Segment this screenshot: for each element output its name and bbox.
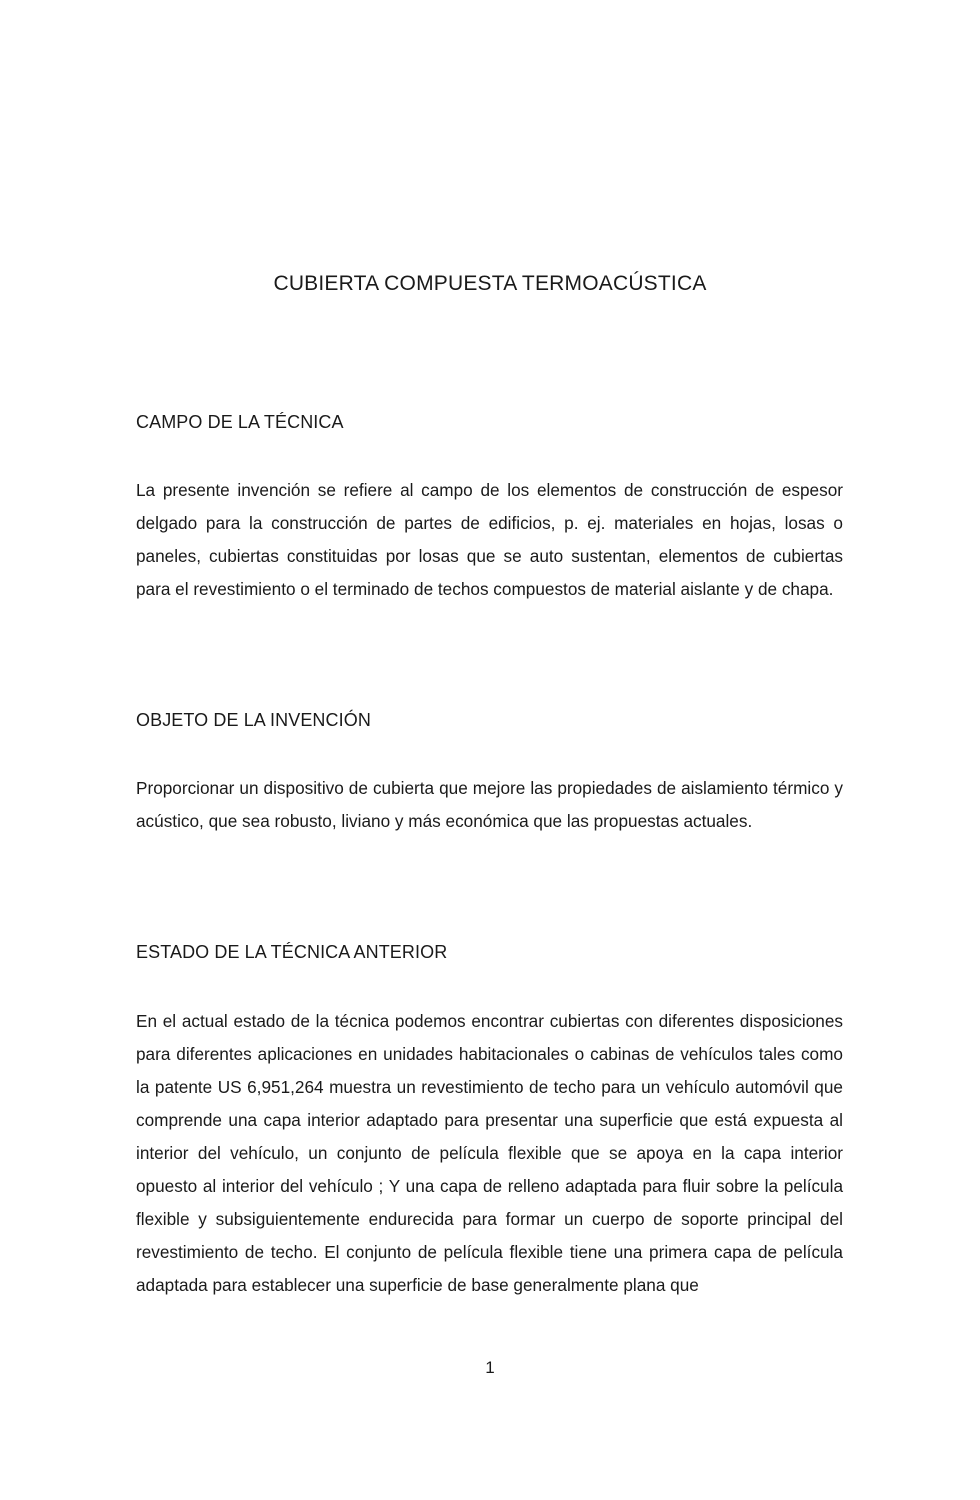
section-heading-objeto: OBJETO DE LA INVENCIÓN	[136, 710, 371, 730]
section-body-estado: En el actual estado de la técnica podemos encontrar cubiertas con diferentes disposiciones para diferentes aplicaciones en unidades habitacionales o cabinas de vehículos tales como la patente US 6,951,264 muestra un revestimiento de techo para un vehículo automóvil que comprende una capa interior adaptado para presentar una superficie que está expuesta al interior del vehículo, un conjunto de película flexible que se apoya en la capa interior opuesto al interior del vehículo ; Y una capa de relleno adaptada para fluir sobre la película flexible y subsiguientemente endurecida para formar un cuerpo de soporte principal del revestimiento de techo. El conjunto de película flexible tiene una primera capa de película adaptada para establecer una superficie de base generalmente plana que	[136, 1011, 843, 1295]
section-body-campo: La presente invención se refiere al campo de los elementos de construcción de espesor delgado para la construcción de partes de edificios, p. ej. materiales en hojas, losas o paneles, cubiertas constituidas por losas que se auto sustentan, elementos de cubiertas para el revestimiento o el terminado de techos compuestos de material aislante y de chapa.	[136, 480, 843, 599]
section-heading-estado: ESTADO DE LA TÉCNICA ANTERIOR	[136, 942, 448, 962]
section-heading-campo: CAMPO DE LA TÉCNICA	[136, 412, 344, 432]
page-number: 1	[485, 1358, 495, 1377]
document-title: CUBIERTA COMPUESTA TERMOACÚSTICA	[273, 272, 707, 295]
section-body-objeto: Proporcionar un dispositivo de cubierta que mejore las propiedades de aislamiento térmico y acústico, que sea robusto, liviano y más económica que las propuestas actuales.	[136, 778, 843, 831]
